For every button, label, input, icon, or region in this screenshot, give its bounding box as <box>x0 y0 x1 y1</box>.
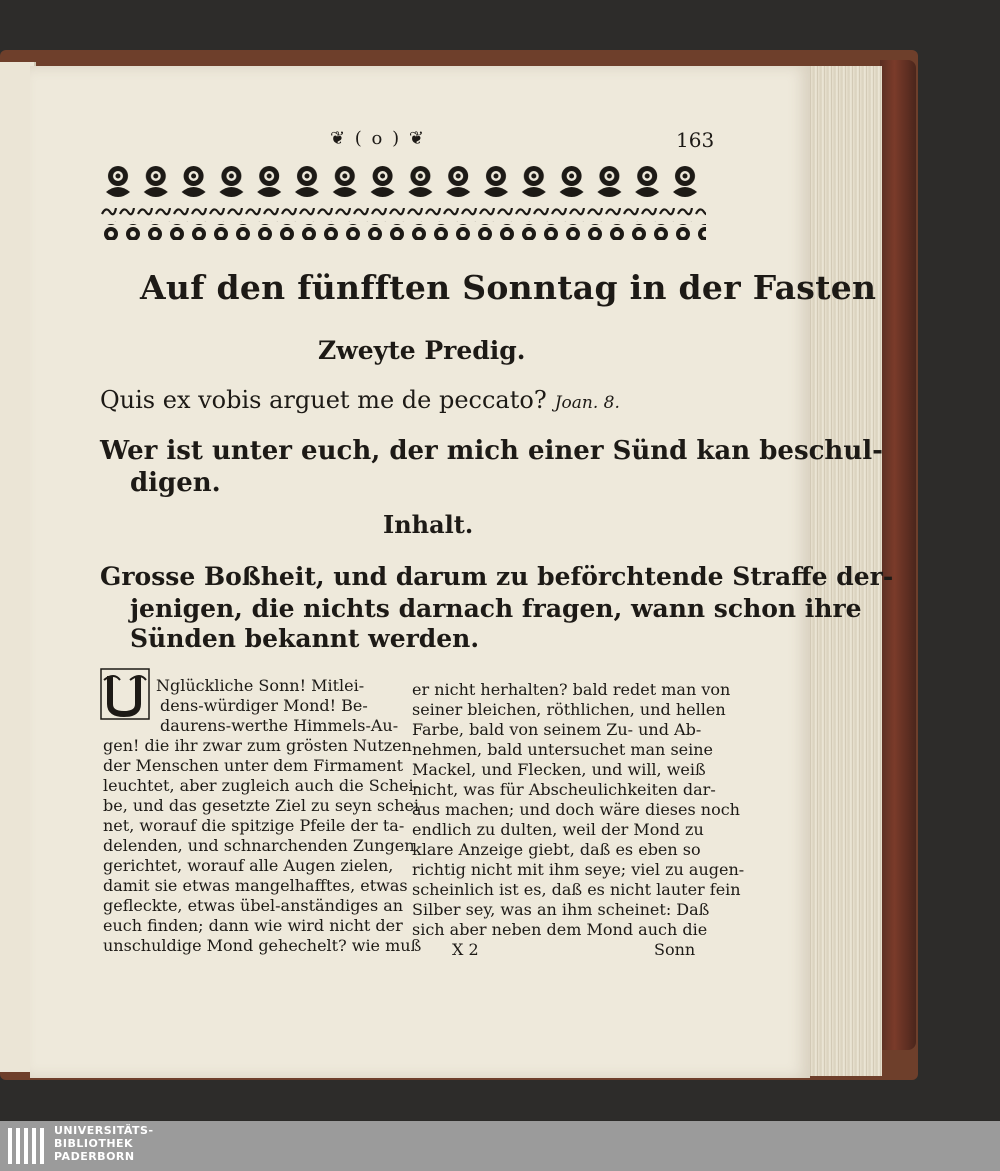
body-right-line: seiner bleichen, röthlichen, und hellen <box>412 700 726 719</box>
body-right-line: nehmen, bald untersuchet man seine <box>412 740 714 759</box>
body-left-line: dens-würdiger Mond! Be- <box>160 696 368 715</box>
library-name-line: PADERBORN <box>54 1150 135 1163</box>
page-number: 163 <box>676 128 715 152</box>
inhalt-line: jenigen, die nichts darnach fragen, wann schon ihre <box>130 594 862 623</box>
body-right-line: er nicht herhalten? bald redet man von <box>412 680 731 699</box>
body-left-line: daurens-werthe Himmels-Au- <box>160 716 399 735</box>
body-right-line: scheinlich ist es, daß es nicht lauter fein <box>412 880 741 899</box>
inhalt-line: Sünden bekannt werden. <box>130 624 480 653</box>
body-left-line: delenden, und schnarchenden Zungen <box>103 836 415 855</box>
body-right-line: nicht, was für Abscheulichkeiten dar- <box>412 780 716 799</box>
body-right-line: Farbe, bald von seinem Zu- und Ab- <box>412 720 702 739</box>
inhalt-line: Grosse Boßheit, und darum zu beförchtende Straffe der- <box>100 562 894 591</box>
body-left-line: leuchtet, aber zugleich auch die Schei- <box>103 776 419 795</box>
body-right-line: Mackel, und Flecken, und will, weiß <box>412 760 706 779</box>
body-right-line: endlich zu dulten, weil der Mond zu <box>412 820 704 839</box>
body-left-line: euch finden; dann wie wird nicht der <box>103 916 403 935</box>
ornament-band <box>100 162 706 242</box>
body-left-line: unschuldige Mond gehechelt? wie muß <box>103 936 422 955</box>
latin-quote <box>100 386 620 414</box>
library-name-line: UNIVERSITÄTS- <box>54 1124 154 1137</box>
body-left-line: gen! die ihr zwar zum grösten Nutzen <box>103 736 412 755</box>
library-name-line: BIBLIOTHEK <box>54 1137 134 1150</box>
body-right-line: Silber sey, was an ihm scheinet: Daß <box>412 900 710 919</box>
sermon-subtitle: Zweyte Predig. <box>318 336 526 365</box>
decorated-initial-u <box>100 668 150 720</box>
signature-mark: X 2 <box>452 940 479 959</box>
german-quote-line: digen. <box>130 468 221 498</box>
library-logo-icon <box>6 1124 48 1168</box>
body-left-line: net, worauf die spitzige Pfeile der ta- <box>103 816 405 835</box>
body-left-line: der Menschen unter dem Firmament <box>103 756 404 775</box>
running-head: ❦ ( o ) ❦ <box>330 128 426 149</box>
library-name <box>54 1124 154 1163</box>
sermon-title: Auf den fünfften Sonntag in der Fasten <box>140 268 877 307</box>
body-left-line: gefleckte, etwas übel-anständiges an <box>103 896 404 915</box>
latin-quote-text: Quis ex vobis arguet me de peccato? <box>100 386 547 414</box>
body-right-line: richtig nicht mit ihm seye; viel zu augen- <box>412 860 745 879</box>
body-left-line: Nglückliche Sonn! Mitlei- <box>156 676 365 695</box>
body-right-line: aus machen; und doch wäre dieses noch <box>412 800 740 819</box>
inhalt-heading: Inhalt. <box>383 510 474 539</box>
body-right-line: klare Anzeige giebt, daß es eben so <box>412 840 701 859</box>
body-left-line: damit sie etwas mangelhafftes, etwas <box>103 876 408 895</box>
book-spine-edge <box>880 60 916 1050</box>
latin-quote-reference: Joan. 8. <box>554 393 620 413</box>
catchword: Sonn <box>654 940 696 959</box>
body-right-line: sich aber neben dem Mond auch die <box>412 920 708 939</box>
body-left-line: gerichtet, worauf alle Augen zielen, <box>103 856 394 875</box>
german-quote-line: Wer ist unter euch, der mich einer Sünd kan beschul- <box>100 436 883 466</box>
body-left-line: be, und das gesetzte Ziel zu seyn schei- <box>103 796 425 815</box>
